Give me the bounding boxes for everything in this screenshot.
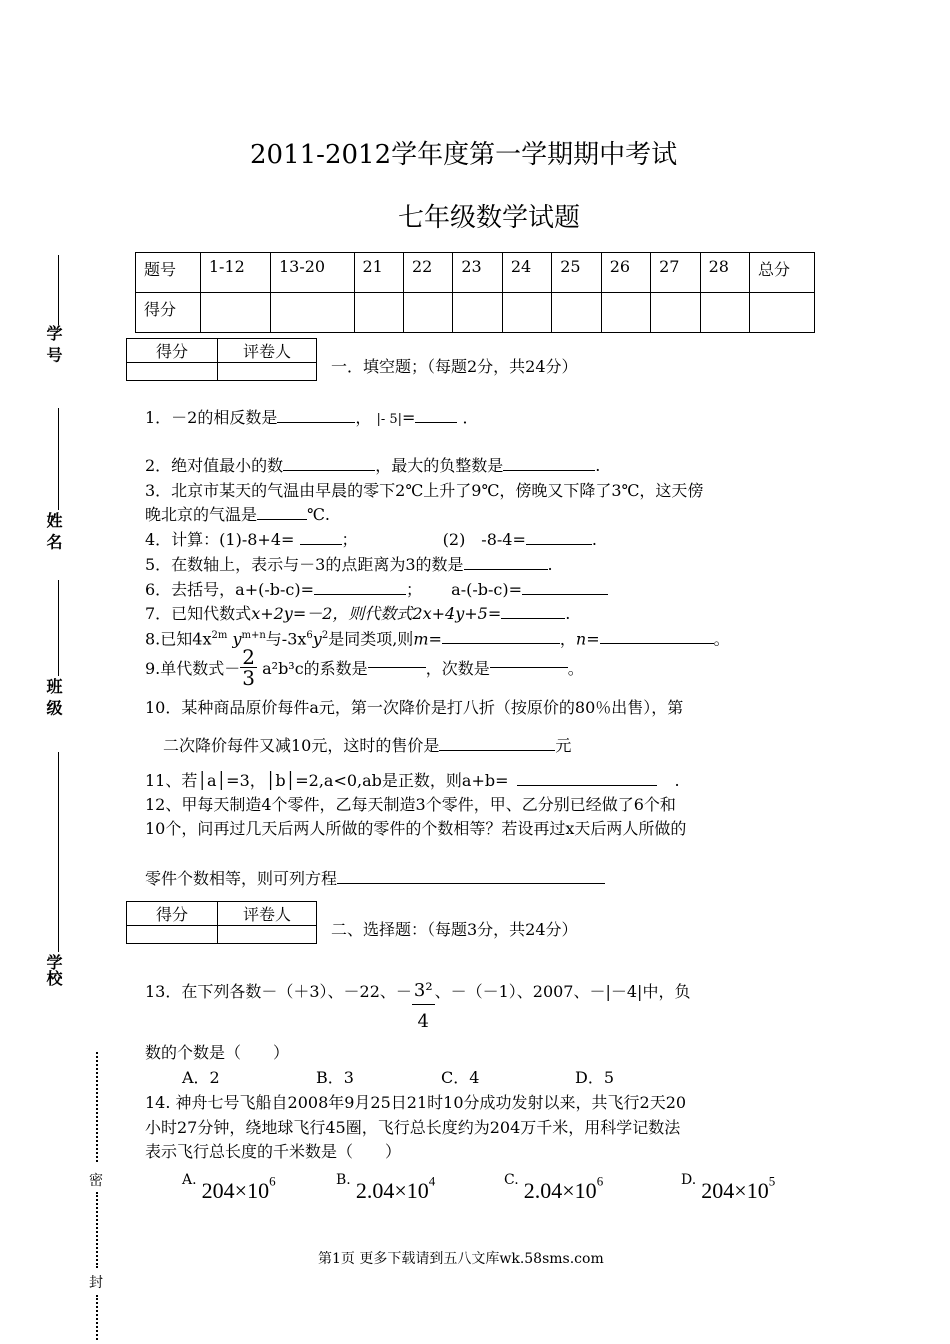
school-label: 学校: [44, 954, 63, 986]
q13-option-d[interactable]: D．5: [575, 1068, 615, 1087]
score-header-cell: 28: [700, 253, 749, 293]
grader-name-entry[interactable]: [218, 363, 317, 381]
q4-sep: ；: [341, 530, 358, 549]
question-13-line-2: 数的个数是（ ）: [145, 1043, 290, 1062]
q1-eq: =: [402, 408, 416, 427]
score-header-cell: 题号: [136, 253, 201, 293]
q13-denominator: 4: [417, 1011, 429, 1032]
q6-blank-1[interactable]: [314, 594, 406, 595]
q7-text-1: 7．已知代数式: [145, 604, 252, 623]
question-11: [145, 768, 680, 794]
q3-unit: ℃.: [307, 505, 330, 524]
q8-comma: ，: [559, 629, 576, 649]
score-entry-cell[interactable]: [750, 293, 815, 333]
score-table-score-row: [136, 293, 815, 333]
name-label: 姓 名: [44, 512, 63, 550]
q11-text: 11、若│a│=3，│b│=2,a<0,ab是正数，则a+b=: [145, 771, 509, 790]
q8-text-3: 是同类项,则: [328, 629, 414, 649]
q3-text: 晚北京的气温是: [145, 505, 258, 524]
question-12-line-1: 12、甲每天制造4个零件，乙每天制造3个零件，甲、乙分别已经做了6个和: [145, 795, 676, 814]
score-header-cell: 26: [601, 253, 650, 293]
section1-heading: 一．填空题；（每题2分，共24分）: [331, 357, 578, 376]
q9-blank-1[interactable]: [368, 667, 426, 668]
grader-name-label: 评卷人: [218, 339, 317, 363]
q1-blank-2[interactable]: [415, 422, 457, 423]
q1-blank-1[interactable]: [277, 422, 355, 423]
exam-title: 2011-2012学年度第一学期期中考试: [250, 140, 678, 170]
q8-y2: y: [312, 629, 322, 649]
q1-text: 1．－2的相反数是: [145, 408, 278, 427]
q14-option-d[interactable]: [681, 1172, 776, 1203]
question-9: [145, 647, 584, 688]
question-13-line-1: [145, 978, 690, 1039]
q2-blank-1[interactable]: [283, 470, 375, 471]
q7-blank[interactable]: [501, 618, 565, 619]
seal-label-mi: 密: [89, 1173, 103, 1189]
q2-blank-2[interactable]: [503, 470, 595, 471]
score-entry-cell[interactable]: [552, 293, 601, 333]
q4-end: .: [591, 530, 597, 549]
grader-score-entry[interactable]: [127, 363, 218, 381]
q9-numerator: 2: [242, 645, 256, 669]
q14-option-label: B.: [336, 1172, 351, 1188]
q8-end: 。: [713, 629, 730, 649]
question-12-line-3: [145, 866, 605, 892]
question-10-line-1: 10．某种商品原价每件a元，第一次降价是打八折（按原价的80％出售），第: [145, 698, 684, 717]
q6-part1: 6．去括号，a+(-b-c)=: [145, 580, 315, 599]
q14-option-a[interactable]: [182, 1172, 276, 1203]
q10-unit: 元: [555, 736, 572, 755]
score-header-cell: 22: [403, 253, 452, 293]
q4-part2: (2) -8-4=: [442, 530, 526, 549]
q14-option-c[interactable]: [504, 1172, 604, 1203]
q8-text-1: 8.已知4x: [145, 629, 212, 649]
score-entry-cell[interactable]: [651, 293, 700, 333]
question-10-line-2: [163, 733, 571, 759]
q5-end: .: [547, 555, 553, 574]
q12-text: 零件个数相等，则可列方程: [145, 869, 338, 888]
q9-denominator: 3: [242, 666, 256, 690]
question-4: [145, 527, 597, 553]
q14-option-value: 2.04×10: [355, 1178, 429, 1203]
q8-text-2: 与-3x: [265, 629, 307, 649]
q7-text-2: x+2y=－2，则代数式2x+4y+5=: [251, 604, 502, 623]
score-header-cell: 24: [502, 253, 551, 293]
q8-blank-m[interactable]: [442, 643, 560, 644]
q1-comma: ，: [355, 408, 372, 427]
grader-score-label: 得分: [127, 339, 218, 363]
seal-dotted-line-top: [96, 1052, 98, 1162]
score-header-cell: 21: [354, 253, 403, 293]
q14-option-exp: 6: [596, 1173, 604, 1189]
q8-exp-3: 6: [306, 630, 313, 641]
q9-text-1: 9.单代数式－: [145, 659, 241, 678]
student-number-line: [58, 255, 59, 325]
q10-blank[interactable]: [439, 750, 555, 751]
question-6: [145, 577, 608, 603]
student-number-label: 学 号: [44, 325, 63, 363]
grader-box-section1: [126, 338, 317, 381]
score-entry-cell[interactable]: [601, 293, 650, 333]
q11-end: .: [674, 771, 680, 790]
q8-exp-2: m+n: [241, 630, 266, 641]
q1-end: ．: [462, 408, 479, 427]
q4-blank-1[interactable]: [300, 544, 342, 545]
q13-text-2: 、－（－1）、2007、－|－4|中，负: [434, 982, 691, 1001]
name-line: [58, 408, 59, 510]
q14-option-exp: 4: [428, 1173, 436, 1189]
seal-dotted-line-mid: [96, 1192, 98, 1268]
exam-subtitle: 七年级数学试题: [398, 203, 581, 233]
score-header-cell: 13-20: [270, 253, 354, 293]
q13-option-a[interactable]: A．2: [182, 1068, 220, 1087]
q14-option-label: C.: [504, 1172, 519, 1188]
score-table: [135, 252, 815, 333]
question-12-line-2: 10个，问再过几天后两人所做的零件的个数相等？若设再过x天后两人所做的: [145, 819, 687, 838]
q13-numerator: 3²: [412, 978, 435, 1005]
q12-blank[interactable]: [337, 883, 605, 884]
q14-option-label: A.: [182, 1172, 197, 1188]
score-entry-cell[interactable]: [354, 293, 403, 333]
class-line: [58, 580, 59, 676]
q2-end: .: [595, 456, 601, 475]
score-entry-cell[interactable]: [200, 293, 270, 333]
grader-name-entry[interactable]: [218, 926, 317, 944]
section2-heading: 二、选择题：（每题3分，共24分）: [331, 920, 578, 939]
q5-blank[interactable]: [464, 569, 548, 570]
q13-text-1: 13．在下列各数－（＋3）、－22、－: [145, 982, 412, 1001]
score-entry-cell[interactable]: [502, 293, 551, 333]
score-header-cell: 23: [453, 253, 502, 293]
q9-text-2: a²b³c的系数是: [262, 659, 368, 678]
q5-text: 5．在数轴上，表示与－3的点距离为3的数是: [145, 555, 464, 574]
question-3-line-2: [145, 502, 330, 528]
q14-option-value: 204×10: [701, 1178, 769, 1203]
score-header-cell: 27: [651, 253, 700, 293]
q14-option-b[interactable]: [336, 1172, 436, 1203]
q8-blank-n[interactable]: [600, 643, 714, 644]
q3-blank[interactable]: [257, 519, 307, 520]
score-header-cell: 25: [552, 253, 601, 293]
grader-score-label: 得分: [127, 902, 218, 926]
class-label: 班 级: [44, 678, 63, 716]
question-5: [145, 552, 553, 578]
q9-fraction: [240, 647, 257, 688]
q13-fraction: [412, 978, 435, 1039]
q14-option-value: 204×10: [201, 1178, 270, 1203]
seal-dotted-line-bottom: [96, 1295, 98, 1340]
q9-end: 。: [567, 659, 584, 678]
score-row-label: 得分: [136, 293, 201, 333]
school-line: [58, 752, 59, 952]
score-header-cell: 1-12: [200, 253, 270, 293]
q8-y1: y: [232, 629, 242, 649]
score-entry-cell[interactable]: [700, 293, 749, 333]
question-14-line-2: 小时27分钟，绕地球飞行45圈，飞行总长度约为204万千米，用科学记数法: [145, 1118, 681, 1137]
question-2: [145, 453, 600, 479]
q6-blank-2[interactable]: [522, 594, 608, 595]
score-entry-cell[interactable]: [270, 293, 354, 333]
q6-part2: a-(-b-c)=: [451, 580, 523, 599]
q14-option-label: D.: [681, 1172, 697, 1188]
q6-sep: ；: [406, 580, 423, 599]
q4-blank-2[interactable]: [526, 544, 592, 545]
q9-blank-2[interactable]: [490, 667, 568, 668]
grader-name-label: 评卷人: [218, 902, 317, 926]
q13-option-b[interactable]: B．3: [316, 1068, 354, 1087]
q2-text-2: ，最大的负整数是: [375, 456, 504, 475]
q9-text-3: ，次数是: [425, 659, 490, 678]
q10-text: 二次降价每件又减10元，这时的售价是: [163, 736, 440, 755]
q14-option-exp: 6: [269, 1173, 276, 1189]
seal-label-feng: 封: [89, 1275, 103, 1291]
q11-blank[interactable]: [517, 785, 657, 786]
question-14-line-1: 14. 神舟七号飞船自2008年9月25日21时10分成功发射以来，共飞行2天20: [145, 1093, 687, 1112]
question-1: [145, 405, 479, 433]
q7-end: .: [565, 604, 571, 623]
page-footer: 第1页 更多下载请到五八文库wk.58sms.com: [318, 1251, 604, 1267]
grader-box-section2: [126, 901, 317, 944]
score-header-cell: 总分: [750, 253, 815, 293]
q13-option-c[interactable]: C．4: [441, 1068, 480, 1087]
score-entry-cell[interactable]: [453, 293, 502, 333]
score-table-header-row: [136, 253, 815, 293]
score-entry-cell[interactable]: [403, 293, 452, 333]
q8-exp-4: 2: [321, 630, 329, 641]
q1-abs: |- 5|: [376, 412, 403, 427]
q8-n: n=: [575, 629, 600, 649]
q14-option-value: 2.04×10: [523, 1178, 597, 1203]
q8-exp-1: 2m: [211, 630, 228, 641]
q14-option-exp: 5: [768, 1173, 776, 1189]
q2-text-1: 2．绝对值最小的数: [145, 456, 284, 475]
question-14-line-3: 表示飞行总长度的千米数是（ ）: [145, 1142, 402, 1161]
question-3-line-1: 3．北京市某天的气温由早晨的零下2℃上升了9℃，傍晚又下降了3℃，这天傍: [145, 481, 704, 500]
q4-part1: 4．计算：(1)-8+4=: [145, 530, 295, 549]
grader-score-entry[interactable]: [127, 926, 218, 944]
q8-m: m=: [413, 629, 442, 649]
